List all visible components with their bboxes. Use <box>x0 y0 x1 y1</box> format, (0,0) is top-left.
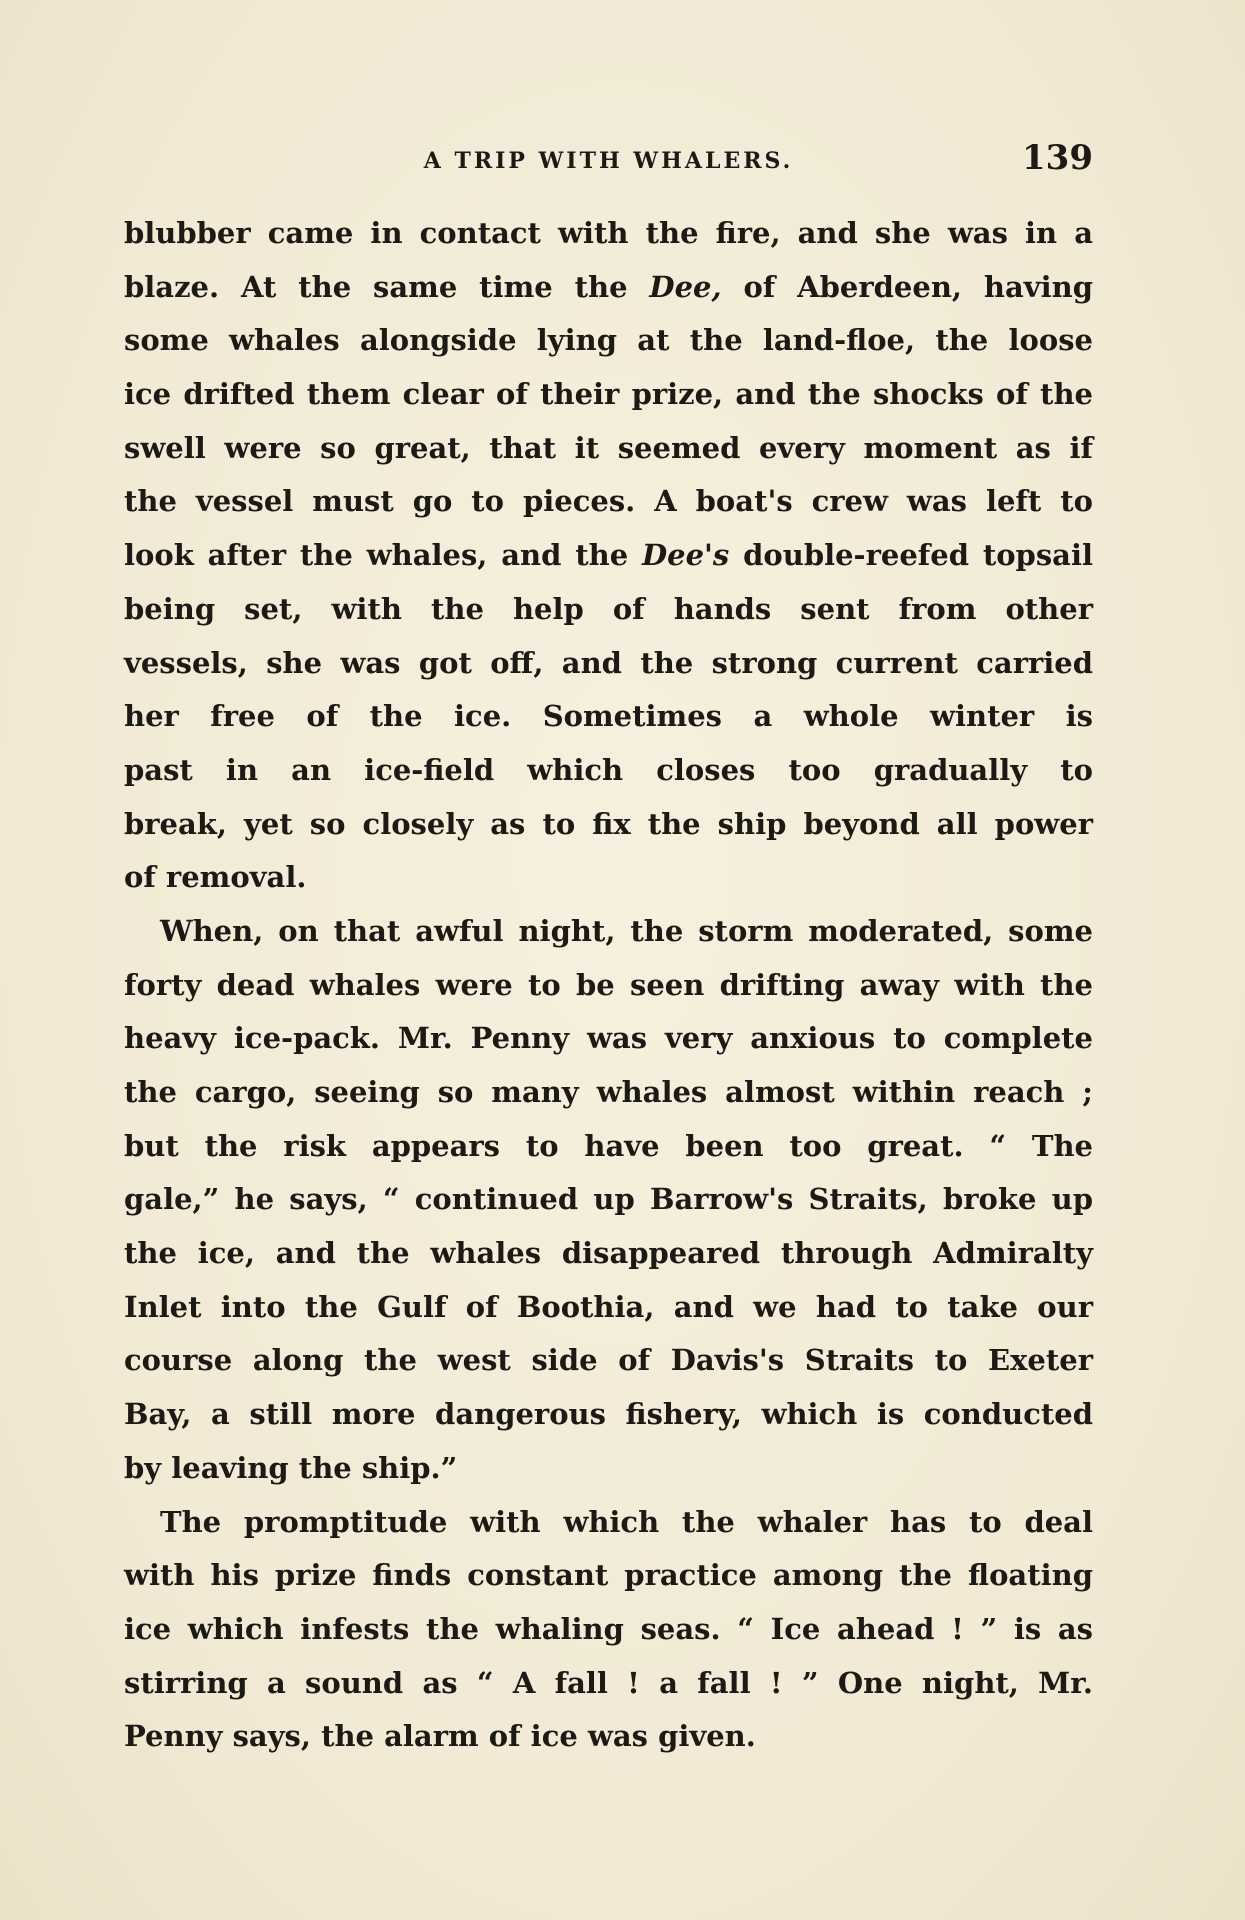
body-text <box>124 207 1093 1764</box>
text-line: but the risk appears to have been too great. “ The <box>124 1128 1093 1163</box>
running-head <box>124 138 1093 188</box>
paragraph-start-line: When, on that awful night, the storm moderated, some <box>160 913 1093 948</box>
text-line: heavy ice-pack. Mr. Penny was very anxious to complete <box>124 1021 1093 1056</box>
text-line: being set, with the help of hands sent from other <box>124 591 1093 626</box>
text-line: past in an ice-field which closes too gradually to <box>124 752 1093 787</box>
text-line: break, yet so closely as to fix the ship beyond all power <box>124 806 1093 841</box>
text-line: her free of the ice. Sometimes a whole winter is <box>124 699 1093 734</box>
text-line: with his prize finds constant practice among the floating <box>124 1558 1093 1593</box>
text-line: blubber came in contact with the fire, and she was in a <box>124 216 1093 250</box>
text-line: Inlet into the Gulf of Boothia, and we had to take our <box>124 1289 1093 1324</box>
text-line: gale,” he says, “ continued up Barrow's Straits, broke up <box>124 1182 1093 1217</box>
paragraph-start-line: The promptitude with which the whaler has to deal <box>160 1504 1093 1539</box>
running-title: A TRIP WITH WHALERS. <box>423 148 794 174</box>
text-line: course along the west side of Davis's Straits to Exeter <box>124 1343 1093 1378</box>
italic-ship-name: Dee's <box>642 538 730 573</box>
text-line: forty dead whales were to be seen drifting away with the <box>124 967 1093 1002</box>
text-line: Penny says, the alarm of ice was given. <box>124 1719 756 1754</box>
text-line: ice drifted them clear of their prize, and the shocks of the <box>124 377 1093 412</box>
text-line: of removal. <box>124 860 307 895</box>
text-line: the ice, and the whales disappeared through Admiralty <box>124 1236 1093 1271</box>
text-line: the cargo, seeing so many whales almost within reach ; <box>124 1075 1093 1109</box>
text-line: Bay, a still more dangerous fishery, which is conducted <box>124 1397 1093 1432</box>
text-line: stirring a sound as “ A fall ! a fall ! ” One night, Mr. <box>124 1665 1093 1700</box>
text-line: the vessel must go to pieces. A boat's crew was left to <box>124 484 1093 519</box>
text-line: look after the whales, and the Dee's double-reefed topsail <box>124 538 1093 573</box>
text-line: vessels, she was got off, and the strong current carried <box>124 645 1093 680</box>
text-line: by leaving the ship.” <box>124 1450 458 1485</box>
page-number: 139 <box>1022 138 1093 178</box>
text-line: blaze. At the same time the Dee, of Aberdeen, having <box>124 269 1093 304</box>
text-line: swell were so great, that it seemed every moment as if <box>124 430 1093 465</box>
italic-ship-name: Dee, <box>649 269 722 304</box>
text-line: some whales alongside lying at the land-floe, the loose <box>124 323 1093 358</box>
text-line: ice which infests the whaling seas. “ Ice ahead ! ” is as <box>124 1611 1093 1646</box>
